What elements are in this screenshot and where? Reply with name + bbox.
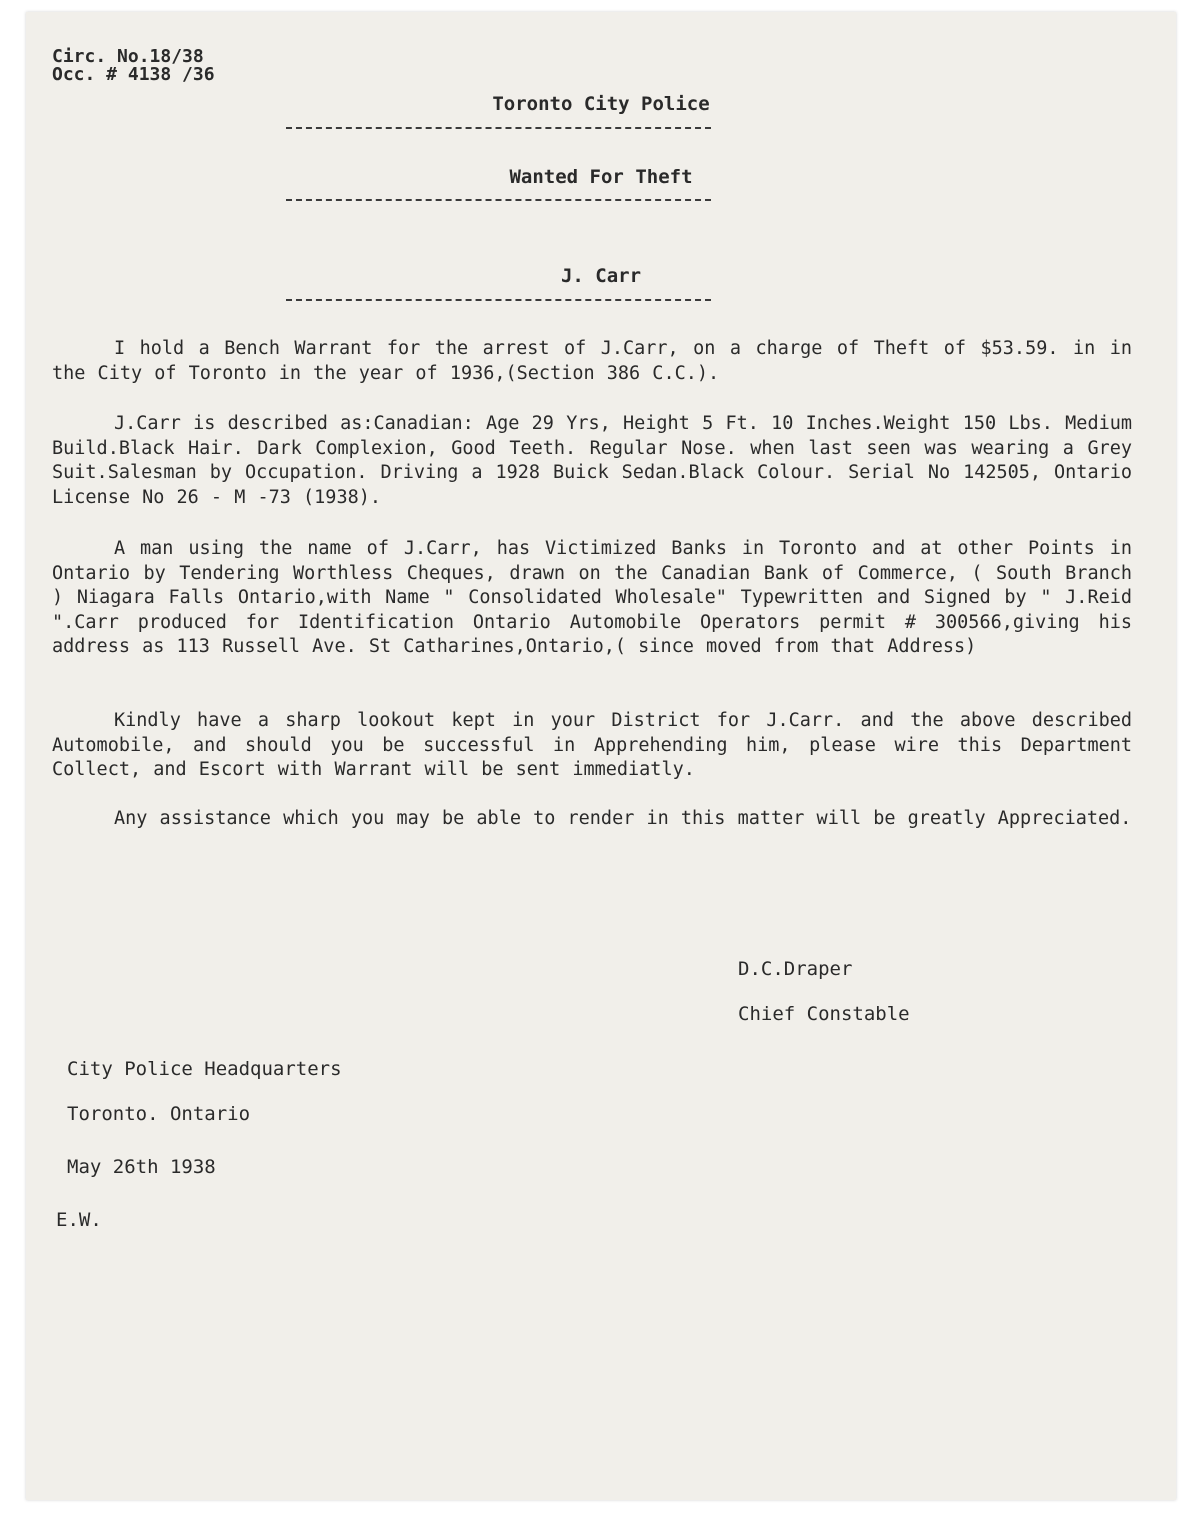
- paragraph-description: J.Carr is described as:Canadian: Age 29 Yrs, Height 5 Ft. 10 Inches.Weight 150 Lbs. Medium Build.Black Hair. Dark Complexion, Good Teeth. Regular Nose. when last seen was wearing a Grey Suit.Salesman by Occupation. Driving a 1928 Buick Sedan.Black Colour. Serial No 142505, Ontario License No 26 - M -73 (1938).: [52, 413, 1132, 508]
- signatory-title: Chief Constable: [738, 1003, 910, 1025]
- sender-office: City Police Headquarters: [67, 1058, 342, 1080]
- letter-sheet: [26, 12, 1176, 1500]
- typist-initials: E.W.: [56, 1209, 102, 1231]
- letter-date: May 26th 1938: [67, 1156, 216, 1178]
- paragraph-lookout: Kindly have a sharp lookout kept in your District for J.Carr. and the above described Automobile, and should you be successful in Apprehending him, please wire this Department Collect, and Escort with Warrant will be sent immediatly.: [52, 710, 1132, 781]
- notice-heading: Wanted For Theft: [509, 166, 693, 188]
- occurrence-number: Occ. # 4138 /36: [52, 64, 215, 85]
- signatory-name: D.C.Draper: [738, 958, 853, 980]
- divider: [286, 199, 711, 201]
- divider: [286, 299, 711, 301]
- paragraph-cheques: A man using the name of J.Carr, has Victimized Banks in Toronto and at other Points in Ontario by Tendering Worthless Cheques, drawn on the Canadian Bank of Commerce, ( South Branch ) Niagara Falls Ontario,with Name " Consolidated Wholesale" Typewritten and Signed by " J.Reid ".Carr produced for Identification Ontario Automobile Operators permit # 300566,giving his address as 113 Russell Ave. St Catharines,Ontario,( since moved from that Address): [52, 538, 1132, 658]
- paragraph-warrant: I hold a Bench Warrant for the arrest of J.Carr, on a charge of Theft of $53.59. in in the City of Toronto in the year of 1936,(Section 386 C.C.).: [52, 338, 1132, 384]
- divider: [286, 127, 711, 129]
- sender-city: Toronto. Ontario: [67, 1103, 251, 1125]
- subject-name: J. Carr: [560, 265, 642, 287]
- department-title: Toronto City Police: [492, 93, 710, 115]
- circular-number: Circ. No.18/38: [52, 46, 204, 67]
- paragraph-assistance: Any assistance which you may be able to render in this matter will be greatly Appreciated.: [114, 808, 1132, 829]
